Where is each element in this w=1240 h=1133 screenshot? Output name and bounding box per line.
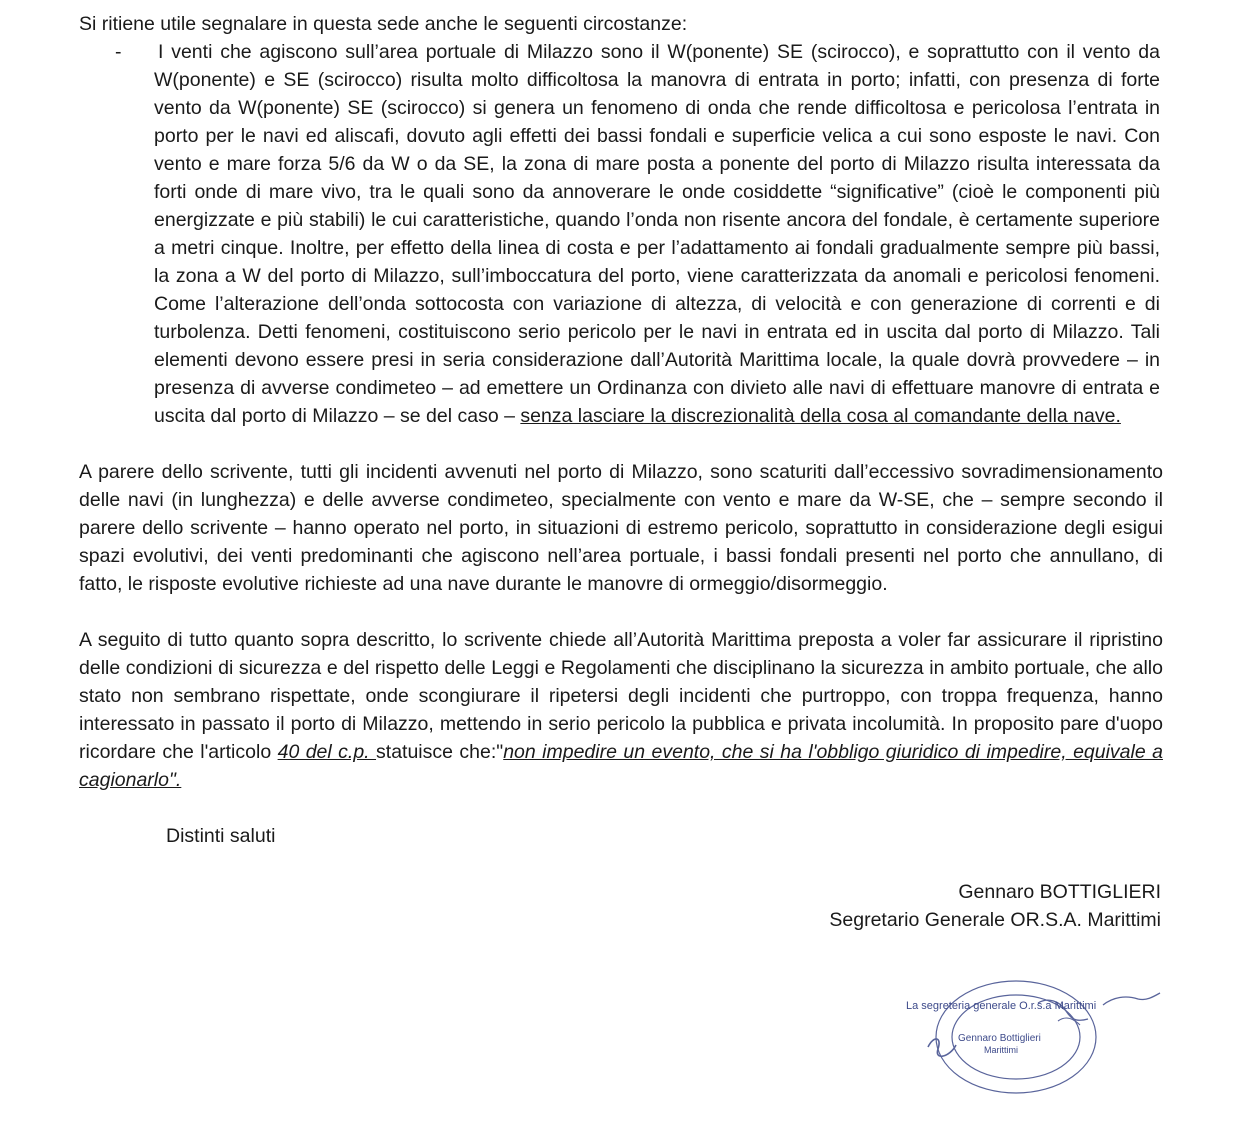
paragraph-request bbox=[79, 626, 1163, 794]
paragraph-request-text: A seguito di tutto quanto sopra descritto, lo scrivente chiede all’Autorità Marittima preposta a voler far assicurare il ripristino delle condizioni di sicurezza e del rispetto delle Leggi e Regolamenti che disciplinano la sicurezza in ambito portuale, che allo stato non sembrano rispettate, onde scongiurare il ripetersi degli incidenti che purtroppo, con troppa frequenza, hanno interessato in passato il porto di Milazzo, mettendo in serio pericolo la pubblica e privata incolumità. In proposito pare d'uopo ricordare che l'articolo bbox=[79, 629, 1163, 763]
bullet-body: I venti che agiscono sull’area portuale di Milazzo sono il W(ponente) SE (scirocco), e soprattutto con il vento da W(ponente) e SE (scirocco) risulta molto difficoltosa la manovra di entrata in porto; infatti, con presenza di forte vento da W(ponente) SE (scirocco) si genera un fenomeno di onda che rende difficoltosa e pericolosa l’entrata in porto per le navi ed aliscafi, dovuto agli effetti dei bassi fondali e superficie velica a cui sono esposte le navi. Con vento e mare forza 5/6 da W o da SE, la zona di mare posta a ponente del porto di Milazzo risulta interessata da forti onde di mare vivo, tra le quali sono da annoverare le onde cosiddette “significative” (cioè le componenti più energizzate e più stabili) le cui caratteristiche, quando l’onda non risente ancora del fondale, è certamente superiore a metri cinque. Inoltre, per effetto della linea di costa e per l’adattamento ai fondali gradualmente sempre più bassi, la zona a W del porto di Milazzo, sull’imboccatura del porto, viene caratterizzata da anomali e pericolosi fenomeni. Come l’alterazione dell’onda sottocosta con variazione di altezza, di velocità e con generazione di correnti e di turbolenza. Detti fenomeni, costituiscono serio pericolo per le navi in entrata ed in uscita dal porto di Milazzo. Tali elementi devono essere presi in seria considerazione dall’Autorità Marittima locale, la quale dovrà provvedere – in presenza di avverse condimeteo – ad emettere un Ordinanza con divieto alle navi di effettuare manovre di entrata e uscita dal porto di Milazzo – se del caso – bbox=[154, 41, 1160, 427]
legal-quote: non impedire un evento, che si ha l'obbligo giuridico di impedire, equivale a cagionarlo". bbox=[79, 741, 1163, 791]
stamp-seal-graphic bbox=[898, 975, 1168, 1100]
bullet-text bbox=[154, 38, 1160, 430]
intro-line: Si ritiene utile segnalare in questa sede anche le seguenti circostanze: bbox=[79, 13, 688, 35]
bullet-marker: - bbox=[115, 41, 122, 63]
stamp-text-line3: Marittimi bbox=[984, 1045, 1018, 1055]
closing-salutation: Distinti saluti bbox=[166, 825, 276, 847]
paragraph-request-middle: statuisce che:" bbox=[376, 741, 504, 763]
article-reference: 40 del c.p. bbox=[277, 741, 377, 763]
official-stamp bbox=[898, 975, 1168, 1100]
paragraph-incidents: A parere dello scrivente, tutti gli incidenti avvenuti nel porto di Milazzo, sono scaturiti dall’eccessivo sovradimensionamento delle navi (in lunghezza) e delle avverse condimeteo, specialmente con vento e mare da W-SE, che – sempre secondo il parere dello scrivente – hanno operato nel porto, in situazioni di estremo pericolo, soprattutto in considerazione degli esigui spazi evolutivi, dei venti predominanti che agiscono nell’area portuale, i bassi fondali presenti nel porto che annullano, di fatto, le risposte evolutive richieste ad una nave durante le manovre di ormeggio/disormeggio. bbox=[79, 461, 1163, 595]
bullet-underlined-text: senza lasciare la discrezionalità della cosa al comandante della nave. bbox=[520, 405, 1121, 427]
stamp-text-line2: Gennaro Bottiglieri bbox=[958, 1033, 1041, 1044]
signature-role: Segretario Generale OR.S.A. Marittimi bbox=[829, 909, 1161, 931]
signature-name: Gennaro BOTTIGLIERI bbox=[958, 881, 1161, 903]
stamp-text-line1: La segreteria generale O.r.s.a Marittimi bbox=[906, 1000, 1097, 1012]
